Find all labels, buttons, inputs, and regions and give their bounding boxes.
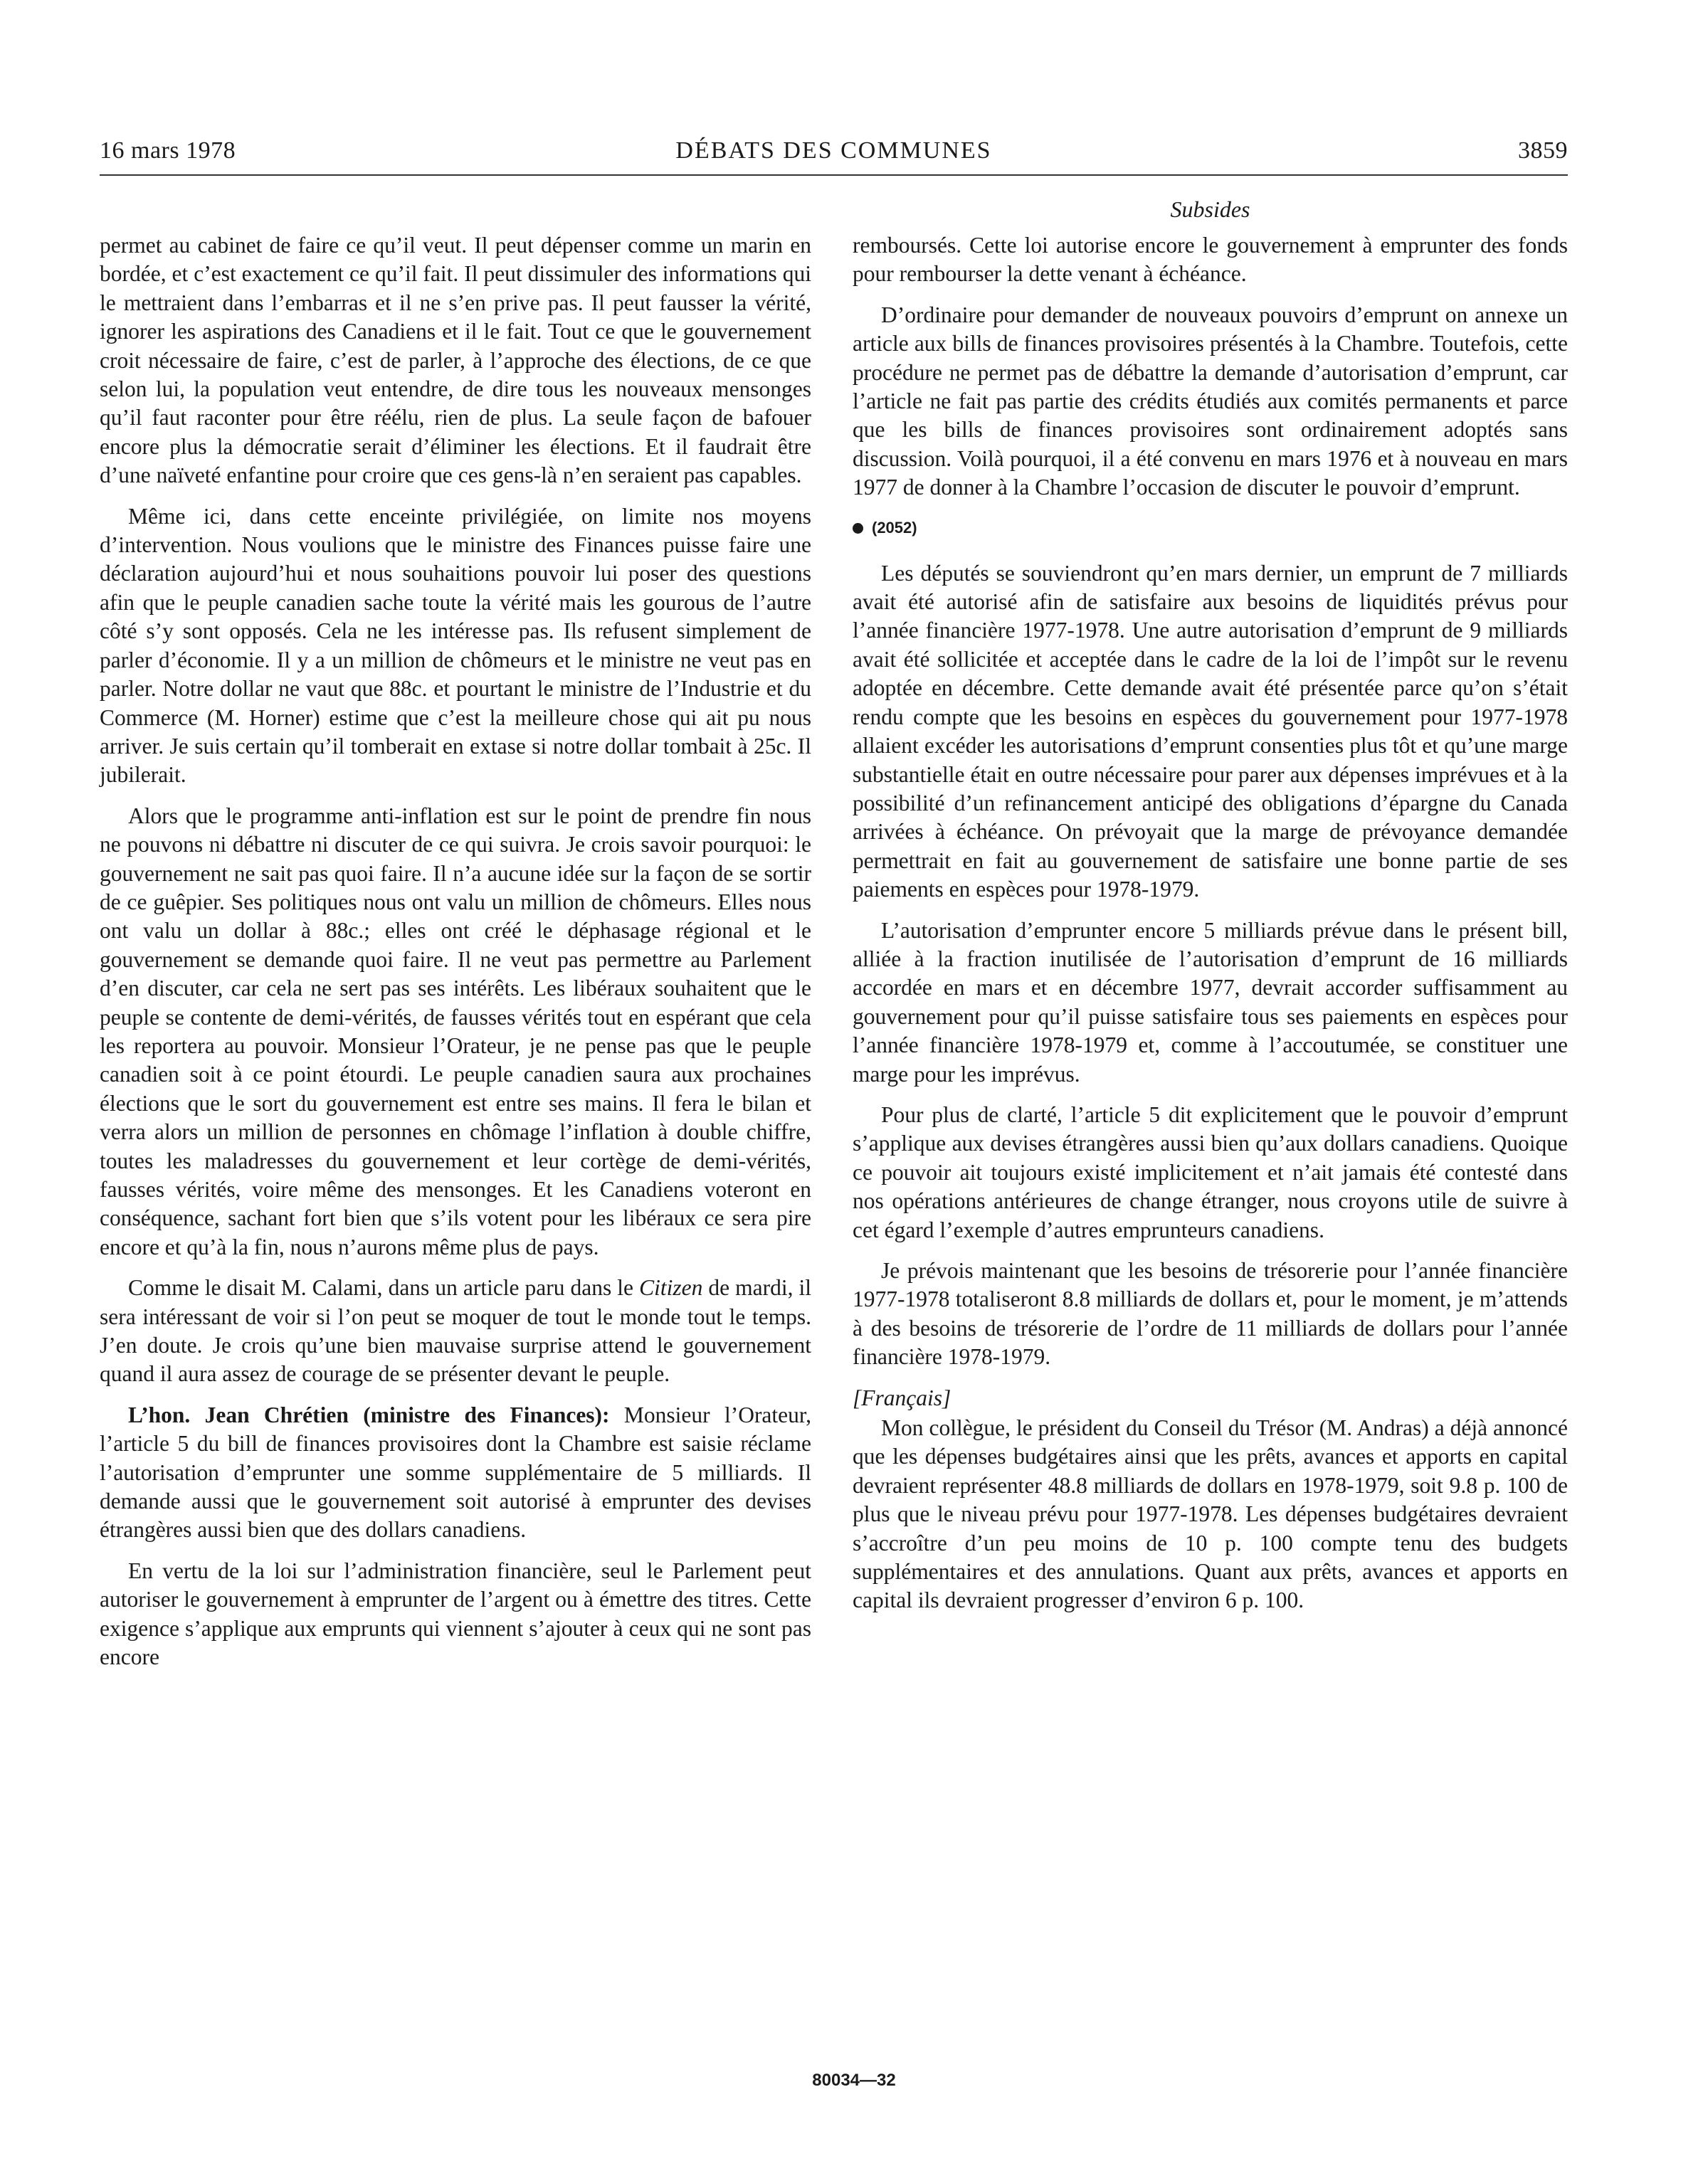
- header-title: DÉBATS DES COMMUNES: [675, 137, 992, 164]
- header-date: 16 mars 1978: [100, 137, 236, 164]
- speech-text: Monsieur l’Orateur, l’article 5 du bill de finances provisoires dont la Chambre est saisie réclame l’autorisation d’emprunter une somme supplémentaire de 5 milliards. Il demande aussi que le gouvernement soit autorisé à emprunter des devises étrangères aussi bien que des dollars canadiens.: [100, 1402, 811, 1543]
- right-paragraph-6: Je prévois maintenant que les besoins de trésorerie pour l’année financière 1977-1978 totaliseront 8.8 milliards de dollars et, pour le moment, je m’attends à des besoins de trésorerie de l’ordre de 11 milliards de dollars pour l’année financière 1978-1979.: [853, 1258, 1568, 1370]
- bullet-dot-icon: [853, 523, 863, 534]
- right-paragraph-2: D’ordinaire pour demander de nouveaux pouvoirs d’emprunt on annexe un article aux bills de finances provisoires présentés à la Chambre. Toutefois, cette procédure ne permet pas de débattre la demande d’autorisation d’emprunt, car l’article ne fait pas partie des crédits étudiés aux comités permanents et parce que les bills de finances provisoires sont ordinairement adoptés sans discussion. Voilà pourquoi, il a été convenu en mars 1976 et à nouveau en mars 1977 de donner à la Chambre l’occasion de discuter le pouvoir d’emprunt.: [853, 302, 1568, 500]
- time-marker: [853, 518, 1568, 538]
- page-header: [100, 137, 1568, 176]
- section-title: Subsides: [1170, 196, 1250, 222]
- right-paragraph-1: remboursés. Cette loi autorise encore le gouvernement à emprunter des fonds pour rembourser la dette venant à échéance.: [853, 233, 1568, 287]
- right-paragraph-5: Pour plus de clarté, l’article 5 dit explicitement que le pouvoir d’emprunt s’applique aux devises étrangères aussi bien qu’aux dollars canadiens. Quoique ce pouvoir ait toujours existé implicitement et n’ait jamais été contesté dans nos opérations antérieures de change étranger, nous croyons utile de suivre à cet égard l’exemple d’autres emprunteurs canadiens.: [853, 1102, 1568, 1242]
- left-paragraph-4: [100, 1274, 811, 1389]
- left-paragraph-1: permet au cabinet de faire ce qu’il veut. Il peut dépenser comme un marin en bordée, et c’est exactement ce qu’il fait. Il peut dissimuler des informations qui le mettraient dans l’embarras et il ne s’en prive pas. Il peut fausser la vérité, ignorer les aspirations des Canadiens et il le fait. Tout ce que le gouvernement croit nécessaire de faire, c’est de parler, à l’approche des élections, de ce que selon lui, la population veut entendre, de dire tous les nouveaux mensonges qu’il faut raconter pour être réélu, rien de plus. La seule façon de bafouer encore plus la démocratie serait d’éliminer les élections. Et il faudrait être d’une naïveté enfantine pour croire que ces gens-là n’en seraient pas capables.: [100, 233, 811, 488]
- header-page-number: 3859: [1518, 137, 1568, 164]
- left-column: [100, 231, 811, 1684]
- right-column: [853, 231, 1568, 1627]
- speaker-name: L’hon. Jean Chrétien (ministre des Finances):: [128, 1402, 610, 1427]
- p4-text-b: de mardi, il sera intéressant de voir si l’on peut se moquer de tout le monde tout le temps. J’en doute. Je crois qu’une bien mauvaise surprise attend le gouvernement quand il aura assez de courage de se présenter devant le peuple.: [100, 1275, 811, 1387]
- citizen-newspaper-title: Citizen: [639, 1275, 703, 1301]
- left-paragraph-6: En vertu de la loi sur l’administration financière, seul le Parlement peut autoriser le gouvernement à emprunter de l’argent ou à émettre des titres. Cette exigence s’applique aux emprunts qui viennent s’ajouter à ceux qui ne sont pas encore: [100, 1558, 811, 1670]
- left-paragraph-2: Même ici, dans cette enceinte privilégiée, on limite nos moyens d’intervention. Nous voulions que le ministre des Finances puisse faire une déclaration aujourd’hui et nous souhaitions pouvoir lui poser des questions afin que le peuple canadien sache toute la vérité mais les gourous de l’autre côté s’y sont opposés. Cela ne les intéresse pas. Ils refusent simplement de parler d’économie. Il y a un million de chômeurs et le ministre ne veut pas en parler. Notre dollar ne vaut que 88c. et pourtant le ministre de l’Industrie et du Commerce (M. Horner) estime que c’est la meilleure chose qui ait pu nous arriver. Je suis certain qu’il tomberait en extase si notre dollar tombait à 25c. Il jubilerait.: [100, 503, 811, 788]
- right-paragraph-7: Mon collègue, le président du Conseil du Trésor (M. Andras) a déjà annoncé que les dépenses budgétaires ainsi que les prêts, avances et apports en capital devraient représenter 48.8 milliards de dollars en 1978-1979, soit 9.8 p. 100 de plus que le niveau prévu pour 1977-1978. Les dépenses budgétaires devraient s’accroître d’un peu moins de 10 p. 100 compte tenu des budgets supplémentaires et des annulations. Quant aux prêts, avances et apports en capital ils devraient progresser d’environ 6 p. 100.: [853, 1415, 1568, 1613]
- left-paragraph-5: [100, 1401, 811, 1545]
- page-footer-code: 80034—32: [812, 2071, 896, 2090]
- right-paragraph-3: Les députés se souviendront qu’en mars dernier, un emprunt de 7 milliards avait été autorisé afin de satisfaire aux besoins de liquidités prévus pour l’année financière 1977-1978. Une autre autorisation d’emprunt de 9 milliards avait été sollicitée et acceptée dans le cadre de la loi de l’impôt sur le revenu adoptée en décembre. Cette demande avait été présentée parce qu’on s’était rendu compte que les besoins en espèces du gouvernement pour 1977-1978 allaient excéder les autorisations d’emprunt consenties plus tôt et qu’une marge substantielle était en outre nécessaire pour parer aux dépenses imprévues et à la possibilité d’un refinancement anticipé des obligations d’épargne du Canada arrivées à échéance. On prévoyait que la marge de prévoyance demandée permettrait en fait au gouvernement de satisfaire une bonne partie de ses paiements en espèces pour 1978-1979.: [853, 560, 1568, 902]
- p4-text-a: Comme le disait M. Calami, dans un article paru dans le: [128, 1275, 640, 1301]
- time-marker-text: (2052): [872, 518, 917, 537]
- left-paragraph-3: Alors que le programme anti-inflation est sur le point de prendre fin nous ne pouvons ni débattre ni discuter de ce qui suivra. Je crois savoir pourquoi: le gouvernement ne sait pas quoi faire. Il n’a aucune idée sur la façon de se sortir de ce guêpier. Ses politiques nous ont valu un million de chômeurs. Elles nous ont valu un dollar à 88c.; elles ont créé le déphasage régional et le gouvernement se demande quoi faire. Il ne veut pas permettre au Parlement d’en discuter, car cela ne sert pas ses intérêts. Les libéraux souhaitent que le peuple se contente de demi-vérités, de fausses vérités tout en espérant que cela les reportera au pouvoir. Monsieur l’Orateur, je ne pense pas que le peuple canadien soit à ce point étourdi. Le peuple canadien saura aux prochaines élections que le sort du gouvernement est entre ses mains. Il fera le bilan et verra alors un million de personnes en chômage l’inflation à double chiffre, toutes les maladresses du gouvernement et leur cortège de demi-vérités, fausses vérités, voire même des mensonges. Et les Canadiens voteront en conséquence, sachant fort bien que s’ils votent pour les libéraux ce sera pire encore et qu’à la fin, nous n’aurons même plus de pays.: [100, 803, 811, 1259]
- right-paragraph-4: L’autorisation d’emprunter encore 5 milliards prévue dans le présent bill, alliée à la fraction inutilisée de l’autorisation d’emprunt de 16 milliards accordée en mars et en décembre 1977, devrait accorder suffisamment au gouvernement pour qu’il puisse satisfaire tous ses paiements en espèces pour l’année financière 1978-1979 et, comme à l’accoutumée, se constituer une marge pour les imprévus.: [853, 917, 1568, 1087]
- language-tag: [Français]: [853, 1385, 951, 1410]
